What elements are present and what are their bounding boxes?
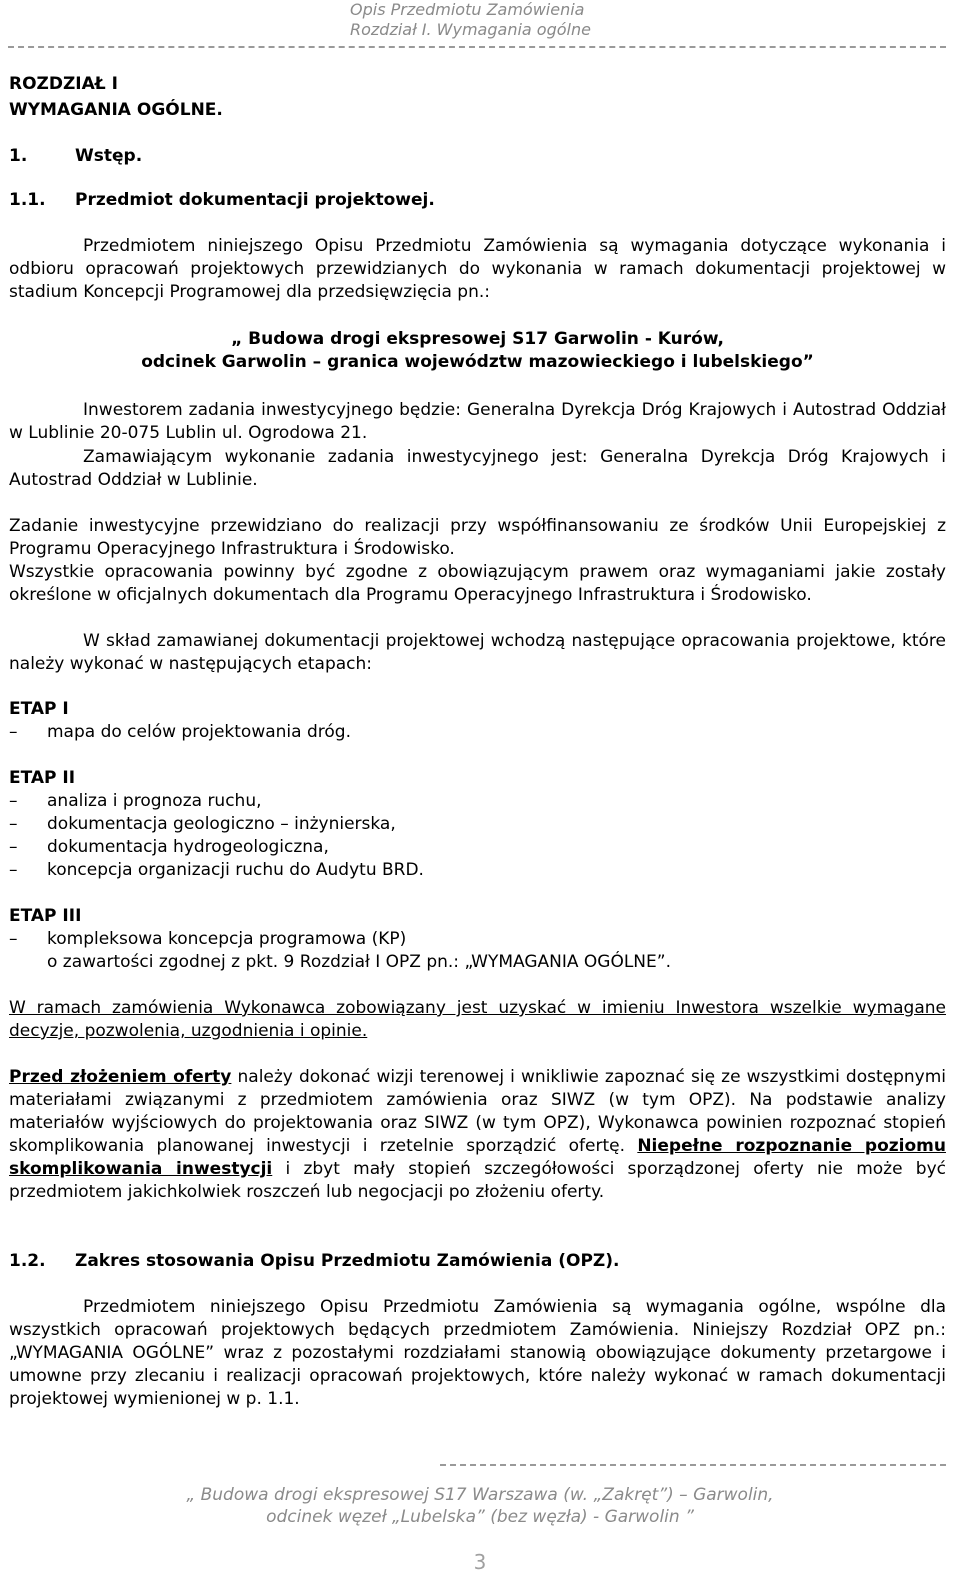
list-item: [9, 721, 351, 744]
running-header: [350, 0, 596, 40]
offer-text-1: należy dokonać wizji terenowej i wnikliwie zapoznać się ze wszystkimi dostępnymi materiałami związanymi z przedmiotem zamówienia oraz SIWZ (w tym OPZ). Na podstawie analizy materiałów wyjściowych do projektowania oraz SIWZ (w tym OPZ), Wykonawca powinien rozpoznać stopień skomplikowania planowanej inwestycji i rzetelnie sporządzić ofertę.: [9, 1067, 947, 1156]
project-name-line-2: odcinek Garwolin – granica województw mazowieckiego i lubelskiego”: [141, 352, 814, 372]
dash-bullet: –: [9, 929, 18, 949]
list-item-continuation: [9, 951, 671, 974]
list-item-text: koncepcja organizacji ruchu do Audytu BRD.: [47, 860, 424, 880]
footer-line-2: odcinek węzeł „Lubelska” (bez węzła) - Garwolin ”: [266, 1507, 694, 1527]
project-name: [9, 328, 946, 374]
paragraph-offer: [9, 1066, 946, 1204]
dash-bullet: –: [9, 814, 18, 834]
paragraph-permits: W ramach zamówienia Wykonawca zobowiązany jest uzyskać w imieniu Inwestora wszelkie wymagane decyzje, pozwolenia, uzgodnienia i opinie.: [9, 998, 946, 1041]
chapter-title-line-1: ROZDZIAŁ I: [9, 74, 118, 94]
section-title: Przedmiot dokumentacji projektowej.: [75, 190, 435, 210]
section-title: Wstęp.: [75, 146, 143, 166]
list-item-text: mapa do celów projektowania dróg.: [47, 722, 351, 742]
list-item: [9, 813, 396, 836]
list-item-text: o zawartości zgodnej z pkt. 9 Rozdział I OPZ pn.: „WYMAGANIA OGÓLNE”.: [47, 952, 671, 972]
list-item-text: kompleksowa koncepcja programowa (KP): [47, 929, 407, 949]
footer-divider: [440, 1464, 946, 1466]
page-number: 3: [473, 1550, 487, 1574]
paragraph-intro: Przedmiotem niniejszego Opisu Przedmiotu Zamówienia są wymagania dotyczące wykonania i odbioru opracowań projektowych przewidzianych do wykonania w ramach dokumentacji projektowej w stadium Koncepcji Programowej dla przedsięwzięcia pn.:: [9, 236, 946, 302]
offer-emphasis: Niepełne rozpoznanie poziomu skomplikowania inwestycji: [9, 1136, 946, 1179]
list-item-text: dokumentacja hydrogeologiczna,: [47, 837, 329, 857]
paragraph-compliance: Wszystkie opracowania powinny być zgodne z obowiązującym prawem oraz wymaganiami jakie zostały określone w oficjalnych dokumentach dla Programu Operacyjnego Infrastruktura i Środowisko.: [9, 562, 946, 605]
section-number: 1.: [9, 146, 28, 166]
header-line-1: Opis Przedmiotu Zamówienia: [350, 0, 585, 19]
section-heading-1-2: [9, 1250, 946, 1273]
list-item: [9, 836, 329, 859]
list-item-text: analiza i prognoza ruchu,: [47, 791, 262, 811]
header-divider: [8, 46, 946, 48]
dash-bullet: –: [9, 722, 18, 742]
etap-3-title: ETAP III: [9, 906, 82, 926]
footer-line-1: „ Budowa drogi ekspresowej S17 Warszawa (w. „Zakręt”) – Garwolin,: [186, 1485, 774, 1505]
paragraph-orderer: Zamawiającym wykonanie zadania inwestycyjnego jest: Generalna Dyrekcja Dróg Krajowych i Autostrad Oddział w Lublinie.: [9, 447, 946, 490]
chapter-title: [9, 71, 946, 123]
section-number: 1.1.: [9, 190, 46, 210]
paragraph-stages-intro: W skład zamawianej dokumentacji projektowej wchodzą następujące opracowania projektowe, które należy wykonać w następujących etapach:: [9, 631, 946, 674]
paragraph-funding: Zadanie inwestycyjne przewidziano do realizacji przy współfinansowaniu ze środków Unii Europejskiej z Programu Operacyjnego Infrastruktura i Środowisko.: [9, 516, 946, 559]
running-footer: [0, 1484, 960, 1528]
section-number: 1.2.: [9, 1251, 46, 1271]
project-name-line-1: „ Budowa drogi ekspresowej S17 Garwolin - Kurów,: [231, 329, 724, 349]
section-title: Zakres stosowania Opisu Przedmiotu Zamówienia (OPZ).: [75, 1251, 620, 1271]
list-item-text: dokumentacja geologiczno – inżynierska,: [47, 814, 396, 834]
dash-bullet: –: [9, 791, 18, 811]
chapter-title-line-2: WYMAGANIA OGÓLNE.: [9, 100, 223, 120]
offer-text-2: i zbyt mały stopień szczegółowości sporządzonej oferty nie może być przedmiotem jakichkolwiek roszczeń lub negocjacji po złożeniu oferty.: [9, 1159, 946, 1202]
dash-bullet: –: [9, 860, 18, 880]
list-item: [9, 790, 262, 813]
section-heading-1-1: [9, 189, 946, 212]
section-heading-1: [9, 145, 946, 168]
list-item: [9, 859, 424, 882]
paragraph-scope: Przedmiotem niniejszego Opisu Przedmiotu Zamówienia są wymagania ogólne, wspólne dla wszystkich opracowań projektowych będących przedmiotem Zamówienia. Niniejszy Rozdział OPZ pn.: „WYMAGANIA OGÓLNE” wraz z pozostałymi rozdziałami stanowią obowiązujące dokumenty przetargowe i umowne przy zlecaniu i realizacji opracowań projektowych, które należy wykonać w ramach dokumentacji projektowej wymienionej w p. 1.1.: [9, 1297, 946, 1409]
list-item: [9, 928, 406, 951]
dash-bullet: –: [9, 837, 18, 857]
offer-lead: Przed złożeniem oferty: [9, 1067, 232, 1087]
header-line-2: Rozdział I. Wymagania ogólne: [350, 20, 591, 39]
paragraph-investor: Inwestorem zadania inwestycyjnego będzie: Generalna Dyrekcja Dróg Krajowych i Autostrad Oddział w Lublinie 20-075 Lublin ul. Ogrodowa 21.: [9, 400, 946, 443]
etap-2-title: ETAP II: [9, 768, 76, 788]
etap-1-title: ETAP I: [9, 699, 69, 719]
